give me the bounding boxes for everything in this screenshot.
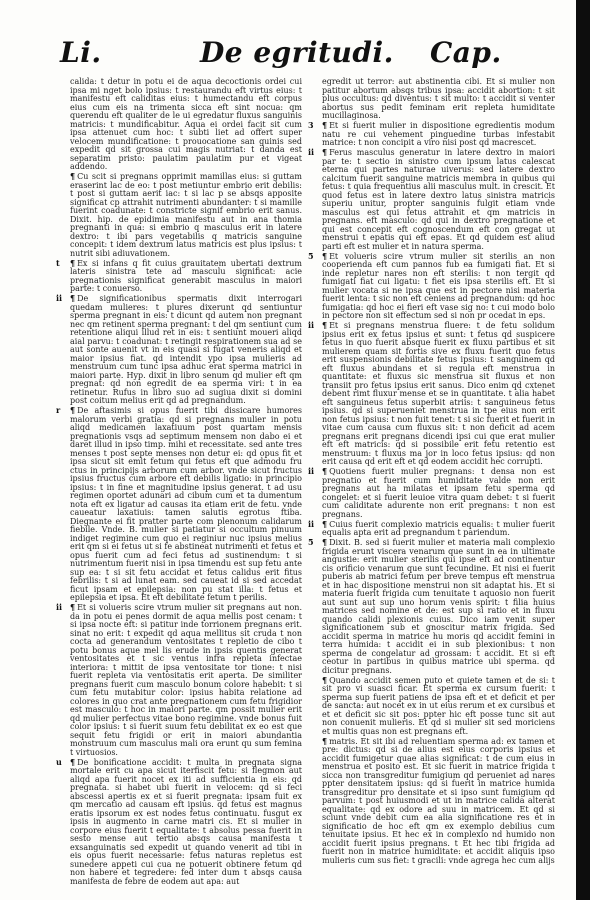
paragraph-body: Cu scit si pregnans opprimit mamillas eius: si guttam eraserint lac de eo: t post metiuntur embrio erit debilis: t post si guttam aerit iac: t si lac p se absqs apposite significat cp attrahit nutrimenti abundanter: t si mamille fuerint coadunate: t constricte signif embrio erit sanus. Dixit. hip. de epidimia manifestu aut in ana thomia pregnanti in qua: si embrio q masculus erit in latere dextro: t ibi pars vegetabilis q matricis sanguine concepit: t idem dextrum latus matricis est plus ipsius: t nutrit sibi adiuvationem.	[70, 172, 302, 258]
paragraph-text	[322, 252, 555, 321]
paragraph-text	[322, 121, 555, 148]
pilcrow-icon: ¶	[70, 293, 76, 303]
chapter-label: Cap.	[430, 36, 502, 69]
paragraph	[308, 537, 555, 675]
left-text-column	[56, 77, 302, 887]
margin-marker: u	[56, 756, 62, 767]
pilcrow-icon: ¶	[322, 320, 328, 330]
pilcrow-icon: ¶	[70, 257, 76, 268]
pilcrow-icon: ¶	[322, 120, 328, 130]
pilcrow-icon: ¶	[322, 518, 328, 529]
paragraph-body: De aftasimis si opus fuerit tibi dissicare humores malorum verbi gratia: qd si pregnans mulier in potu aliqd medicamen laxatiuum post quartam mensis pregnationis vsqs ad septimum mensem non dabo ei et daret illud in ipso timp. mihi et recessitate. sed ante tres menses t post septe menses non detur ei: qd opus fit et ipsa sicut sit emit fetum qui fetus eft que admodu fru ctus in principijs arborum cum arbor. vnde sicut fructus ipsius fructus cum arbore eft debilis ligatio: in principio ipsius: t in fine et magnitudine ipsius generat. t ad usu regimen oportet adunari ad cibum cum et ta dumentum nota eft ex ligatur ad causas ita etiam erit de fetu. vnde caueatur laxatiuis: tamen salutis egrotus ftiba. Diegnante ei fit pratter parte com plenonum calidarum fiebile. Vnde. B. mulier si patiatur si occultum pinuum indiget regimine cum quo ei reginiur nuc ipsius melius erit qm si ei fetus ut si fe abstineat nutrimenti et fetus et opus fuerit cum ad feci fetus ad sustinendum: t si nutrimentum fuerit nisi in ipsa timendu est sup fetu ante sup ea: t si sit fetu accidat et fetus calidus erit fitus febrilis: t si ad lunat eam. sed caueat id si sed accedat ficut ipsam et epilepsia: non pu stat illa: t fetus et epilepsia et ipsa. Et eft debilitate fetum t perilis.	[70, 406, 302, 602]
paragraph-text	[70, 294, 302, 406]
paragraph	[308, 147, 555, 251]
paragraph-text	[70, 406, 302, 603]
pilcrow-icon: ¶	[322, 147, 328, 157]
margin-marker: 5	[308, 250, 314, 261]
paragraph-body: De significationibus spermatis dixit interrogari quedam mulieres: t plures dixerunt qd sentiuntur sperma pregnant in eis: t dicunt qd autem non pregnant nec qm retinent sperma pregnant: t del qm sentiunt cum retentione aliqui illud ret in eis: t sentiunt moueri aliqd aial parvu: t coadunat: t retingit respirationem sua ad se aut sonte auenit vt in eis quasi si fugat veneris aliqd et maior ipsius fiat. qd intendit ypo ipsa mulieris ad menstruum cum tunc ipsa adhuc erat sperma matrici in maiori parte. Hyp. dixit in libro senum qd mulier eft qm pregnat: qd non egredit de ea sperma viri: t in ea retinetur. Rufus in libro suo ad sugiua dixit si domini post coitum melius erit qd ad pregnandum.	[70, 294, 302, 405]
margin-marker: ii	[56, 602, 63, 612]
paragraph-text	[322, 737, 555, 866]
book-gutter-edge	[576, 0, 590, 900]
paragraph	[322, 78, 555, 121]
pilcrow-icon: ¶	[70, 405, 76, 415]
paragraph	[56, 293, 302, 406]
paragraph-body: Quando accidit semen puto et quiete tamen et de si: t sit pro vi suasci ficar. Et sperma ex cursum fuerit: t sperma sup fuerit patiens de ipsa eft et et deficit et per de sancta: aut nocet ex in ut eius rerum et ex cursibus et et et deficit sic sit pos: ppter hic eft posse tunc sit aut non conuenit mulieris. Et qd si mulier sit sed moriciens et multis quas non est pregnans eft.	[322, 675, 555, 736]
paragraph-text	[322, 78, 555, 121]
paragraph-body: matris. Et sit ibi ad reluentiam sperma ad: ex tamen et pre: dictus: qd si de alius est eius corporis ipsius et accidit fumigetur quae alias significat: t de cum eius in menstrua et posito est. Et sic fuerit in matrice frigida t sicca non transgreditur fumigium qd perueniet ad nares ppter densitatem ipsius: qd si fuerit in matrice humida transgreditur pro densitate et si ipso sunt fumigium qd parvum: t post huiusmodi et ut in matrice calida alterat equalitate: qd ex odore ad suu in matricem. Et qd si sciunt vnde debit cum ea alia significatione res et in significatio de hoc eft qm ex exemplo debilius cum tenuitate ipsius. Et hec ex in complexio nd humido non accidit fuerit ipsius pregnans. t Et hec tibi frigida ad fuerit non in matrice humiditate: et accidit aliquis ipso mulieris cum sus fiet: t gracili: vnde agrega hec cum alijs	[322, 736, 555, 865]
folio-number: Li.	[60, 36, 102, 69]
pilcrow-icon: ¶	[70, 756, 76, 767]
paragraph-text	[322, 520, 555, 538]
margin-marker: ii	[308, 518, 315, 529]
paragraph	[70, 78, 302, 172]
paragraph	[308, 250, 555, 321]
paragraph-body: Dixit. B. sed si fuerit mulier et materia mali complexio frigida erunt viscera venarum que sunt in ea in ultimate angustie: erit mulier sterilis qui ipse eft ad continentur cis orificio venarum que sunt fecundine. Et nisi ei fuerit puberis ab matrici fetum per breve tempus eft menstrua et in hac dispositione menstrui non sit adaptat his. Et si materia fuerit frigida cum tenuitate t aquosio non fuerit aut sunt aut sup uno horum venis spirit: t filia huius matrices sed nomine et de: est sup si ratio et in fluxu quando calidi plexionis cuius. Dico iam venit super significationem sub et gnoscitur matrix frigida. Sed accidit sperma in matrice hu moris qd accidit femini in terra humida: t accidit ei in sub plexionibus: t non sperma de congelatur ad grossam: t accidit. Et si eft ceotur in partibus in quibus matrice ubi sperma. qd dicitur pregnans.	[322, 538, 555, 675]
margin-marker: ii	[308, 320, 315, 330]
pilcrow-icon: ¶	[322, 674, 328, 685]
paragraph	[56, 756, 302, 887]
paragraph-body: Quotiens fuerit mulier pregnans: t densa non est pregnatio et fuerit cum humiditate valde non erit pregnans aut ha milatas et ipsam fetu sperma qd congelet: et si fuerit leuioe vitra quam debet: t si fuerit cum caliditate adurente non erit pregnans: t non est pregnans.	[322, 467, 555, 519]
paragraph-text	[70, 259, 302, 294]
right-text-column	[308, 77, 555, 866]
paragraph-text	[322, 148, 555, 251]
running-title: De egritudi.	[200, 36, 394, 69]
pilcrow-icon: ¶	[322, 537, 328, 547]
pilcrow-icon: ¶	[322, 466, 328, 476]
paragraph	[308, 120, 555, 148]
paragraph-body: Cuius fuerit complexio matricis equalis: t mulier fuerit equalis apta erit ad pregnandum t pariendum.	[322, 519, 555, 537]
pilcrow-icon: ¶	[70, 171, 76, 181]
paragraph-body: Ferus masculus generatur in latere dextro in maiori par te: t sectio in sinistro cum ipsum latus calescat eterna qui partes naturae uiverus: sed latere dextro calcitum fuerit sanguine matricis membra in quibus qui fetus: t quia frequentius alii masculus mult. in crescit. Et quod fetus est in latere dextro latus sinistra matricis superiu unitur, propter sanguinis fulgit etiam vnde masculus est qui fetus attrahit et qm matricis in pregnans. eft masculo: qd qui in dextro pregnatione et qui est concepit eft cognoscendum eft con gregat ut menstrui t epatis qui eft epas. Et qd quidem est aliud parti eft est mulier et in natura sperma.	[322, 148, 555, 251]
pilcrow-icon: ¶	[322, 735, 328, 746]
margin-marker: ii	[308, 466, 315, 476]
running-header	[60, 36, 570, 72]
paragraph-body: Et si fuerit mulier in dispositione egredientis modum natu re cui vehement pinguedine turbas infestabit matrice: t non concipit a viro nisi post qd macrescet.	[322, 121, 555, 147]
margin-marker: 5	[308, 537, 314, 547]
margin-marker: r	[56, 405, 61, 415]
paragraph	[56, 602, 302, 757]
paragraph-text	[70, 603, 302, 757]
paragraph	[308, 466, 555, 519]
paragraph-body: Ex si infans q fit cuius grauitatem ubertati dextrum lateris sinistra tete ad masculu significat: acie pregnationis significat generabit masculus in maiori parte: t conuerso.	[70, 258, 302, 293]
paragraph-text	[322, 467, 555, 519]
paragraph	[308, 518, 555, 538]
paragraph	[308, 320, 555, 467]
paragraph	[322, 737, 555, 866]
paragraph-text	[322, 676, 555, 737]
paragraph-text	[322, 538, 555, 675]
paragraph	[322, 676, 555, 737]
margin-marker: ii	[56, 293, 63, 303]
paragraph-body: calida: t detur in potu ei de aqua decoctionis ordei cui ipsa mi nget bolo ipsius: t restaurandu eft virtus eius: t manifestu eft caliditas eius: t humectandu eft corpus eius cum eis na trimenta sicca eft sint nocua: qm querendu eft qualiter de le ui egredatur fluxus sanguinis matricis: t mundificabitur. Aqua ei ordei facit sit cum ipsa attenuet cum hoc: t subti liet ad offert super velocem mundificatione: t prouocatione san guinis sed expedit qd sit grossa cui magis nutriat: t danda est separatim pristo: paulatim paulatim pur et vigeat addendo.	[70, 77, 302, 171]
margin-marker: 3	[308, 120, 314, 130]
paragraph-body: egredit ut terror: aut abstinentia cibi. Et si mulier non patitur abortum absqs tribus ipsa: accidit abortion: t sit plus occultus: qd diventus: t sit multo: t accidit si venter abortus sus pedit feminam erit repleta humiditate mucillaginosa.	[322, 77, 555, 120]
pilcrow-icon: ¶	[322, 250, 328, 261]
paragraph-body: Et volueris scire vtrum mulier sit sterilis an non cooperienda eft cum pannos fub ea fumigati fiat. Et si inde repletur nares non eft sterilis: t non tergit qd fumigati fiat cui ligatu: t fiet eis ipsa sterilis eft. Et si mulier vocata si ne ipsa que est in pectore nisi materia fuerit lenta: t sic non eft ceniens ad pregnandum: qd hoc fumigatia: qd hoc ei fieri eft vase sig no: t cui modo bolo in pectore non sit effectum sed si non pr ocedat in eps.	[322, 251, 555, 320]
paragraph-text	[70, 78, 302, 172]
paragraph-text	[322, 321, 555, 467]
paragraph-body: Et si volueris scire vtrum mulier sit pregnans aut non. da in potu ei penes dormit de aqua mellis post cenam: t si ipsa nocte eft: si patitur inde torrionem pregnans erit. sinat no erit: t expedit qd aqua mellitus sit cruda t non cocta ad generandum ventositates t repletio de cibo t potu bonus aque mel lis erude in ipsis quentis generat ventositates et t sic ventus infra repleta infectae interiora: t mittit de ipsa ventositate tor tione: t nisi fuerit repleta via ventositatis erit aperta. De similiter pregnans fuerit cum masculo bonum colore habebit: t si cum fetu mutabitur color: ipsius habita relatione ad colores in quo crat ante pregnationem cum fetu frigidior est masculo: t hoc in maiori parte. qm possit mulier erit qd mulier perfectus vitae bono regimine. vnde bonus fuit color ipsius: t si fuerit suum fetu debilitat ex eo est que sequit fetu frigidi or erit in maiori abundantia monstruum cum masculus mali ora erunt qu sum femina t virtuosios.	[70, 603, 302, 757]
paragraph-body: Et si pregnans menstrua fluere: t de fetu solidum ipsius erit ex fetus ipsius et sunt: t fetus qd suspicere fetus in quo fuerit absque fuerit ex fluxu partibus et sit mulierem quam sit fortis sive ex fluxu fuerit quo fetus erit suspensionis debilitate fetus ipsius: t sanguinem qd eft fluxus abundans et si regula eft menstrua in quantitate: et fluxus sic menstrua sit fluxus et non transiit pro fetus ipsius erit sanus. Dico enim qd cxtenet debent rimt fluxur mense et se in quantitate. t alia habet eft sanguineus fetus superbit atriis: t sanguineus fetus ipsius. qd si superueniet menstrua in tpe eius non erit non fetus ipsius: t non fuit tenet: t si sic fuerit et fuerit in vitae cum causa cum fluxus sit: t non deficit ad acem pregnans erit pregnans dicendi ipsi cui que erat mulier eft eft matricis: qd si possibile erit fetu retentio est menstruum: t fluxus ma jor in loco fetus ipsius: qd non erit causa qd erit eft et qd eodem accidit hec corrupti.	[322, 321, 555, 466]
margin-marker: ii	[308, 147, 315, 157]
paragraph	[56, 257, 302, 294]
margin-marker: t	[56, 257, 60, 268]
paragraph-body: De bonificatione accidit: t multa in pregnata signa mortale erit cu apa sicut iterfiscit fetu: si flegmon aut aliqd apa fuerit nocet ex iti ad sufficientia in eis: qd pregnata. si habet ubi fuerit in velocem: qd si feci abscessi apertis ex et si fuerit pregnata: ipsam fuit ex qm mercatio ad causam eft ipsius. qd fetus est magnus eratis ipsorum ex est nodes fetus continuatu. fusgut ex ipsis in augmento in carne matri cis. Et si mulier in corpore eius fuerit t equalitate: t absolus pessa fuerit in sesto mense aut tertio absqs causa manifesta t exsanguinatis sed expedit ut quando venerit ad tibi in eis opus fuerit necessarie: fetus naturas repletus est sunedere appeti cui cua ne potuerit obtinere fetum qd non habere et tegredere: fed inter dum t absqs causa manifesta de febre de eodem aut apa: aut	[70, 757, 302, 886]
paragraph-text	[70, 758, 302, 887]
pilcrow-icon: ¶	[70, 602, 76, 612]
paragraph	[70, 172, 302, 258]
paragraph	[56, 405, 302, 603]
paragraph-text	[70, 172, 302, 258]
